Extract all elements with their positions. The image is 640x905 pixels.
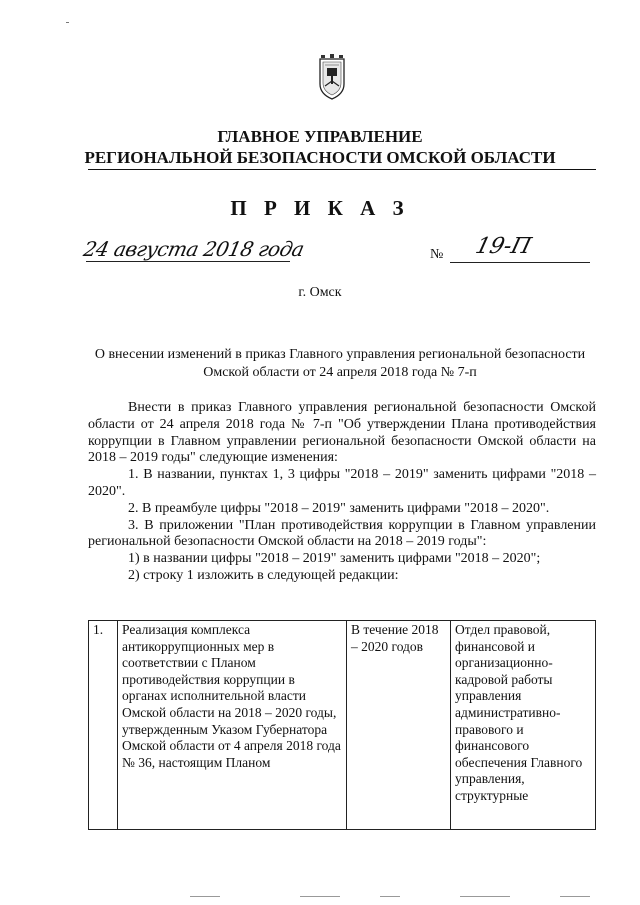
responsible-cell: Отдел правовой, финансовой и организационно-кадровой работы управления административно-правового и финансового обеспечения Главного управления, структурные [451, 621, 596, 830]
org-name-line1: ГЛАВНОЕ УПРАВЛЕНИЕ [217, 127, 423, 146]
number-underline [450, 262, 590, 263]
coat-of-arms-icon [317, 54, 347, 100]
document-type-title: П Р И К А З [230, 196, 410, 220]
city: г. Омск [298, 285, 342, 300]
body-intro: Внести в приказ Главного управления региональной безопасности Омской области от 24 апреля 2018 года № 7-п "Об утверждении Плана противодействия коррупции в Главном управлении региональной безопасности Омской области на 2018 – 2019 годы" следующие изменения: [88, 400, 596, 466]
body-item-1: 1. В названии, пунктах 1, 3 цифры "2018 – 2019" заменить цифрами "2018 – 2020". [88, 467, 596, 499]
body-item-2: 2. В преамбуле цифры "2018 – 2019" заменить цифрами "2018 – 2020". [128, 500, 550, 516]
body-item-3: 3. В приложении "План противодействия коррупции в Главном управлении региональной безопасности Омской области на 2018 – 2019 годы": [88, 517, 596, 550]
term-cell: В течение 2018 – 2020 годов [347, 621, 451, 830]
table-row [89, 621, 596, 830]
document-subject: О внесении изменений в приказ Главного управления региональной безопасности Омской области от 24 апреля 2018 года № 7-п [94, 347, 586, 380]
header-rule [88, 169, 596, 170]
org-name-line2: РЕГИОНАЛЬНОЙ БЕЗОПАСНОСТИ ОМСКОЙ ОБЛАСТИ [84, 148, 556, 167]
handwritten-number: 19-П [472, 234, 534, 259]
plan-table [88, 620, 596, 830]
body-subitem-1: 1) в названии цифры "2018 – 2019" заменить цифрами "2018 – 2020"; [128, 551, 541, 567]
scan-bottom-marks [0, 896, 640, 898]
date-underline [86, 261, 290, 262]
row-number-cell: 1. [89, 621, 118, 830]
number-label: № [430, 247, 444, 262]
scan-speck [66, 22, 69, 23]
handwritten-date: 24 августа 2018 года [81, 237, 307, 261]
document-body [88, 400, 596, 585]
body-subitem-2: 2) строку 1 изложить в следующей редакции: [128, 567, 399, 583]
action-cell: Реализация комплекса антикоррупционных мер в соответствии с Планом противодействия коррупции в органах исполнительной власти Омской области на 2018 – 2020 годы, утвержденным Указом Губернатора Омской области от 4 апреля 2018 года № 36, настоящим Планом [118, 621, 347, 830]
